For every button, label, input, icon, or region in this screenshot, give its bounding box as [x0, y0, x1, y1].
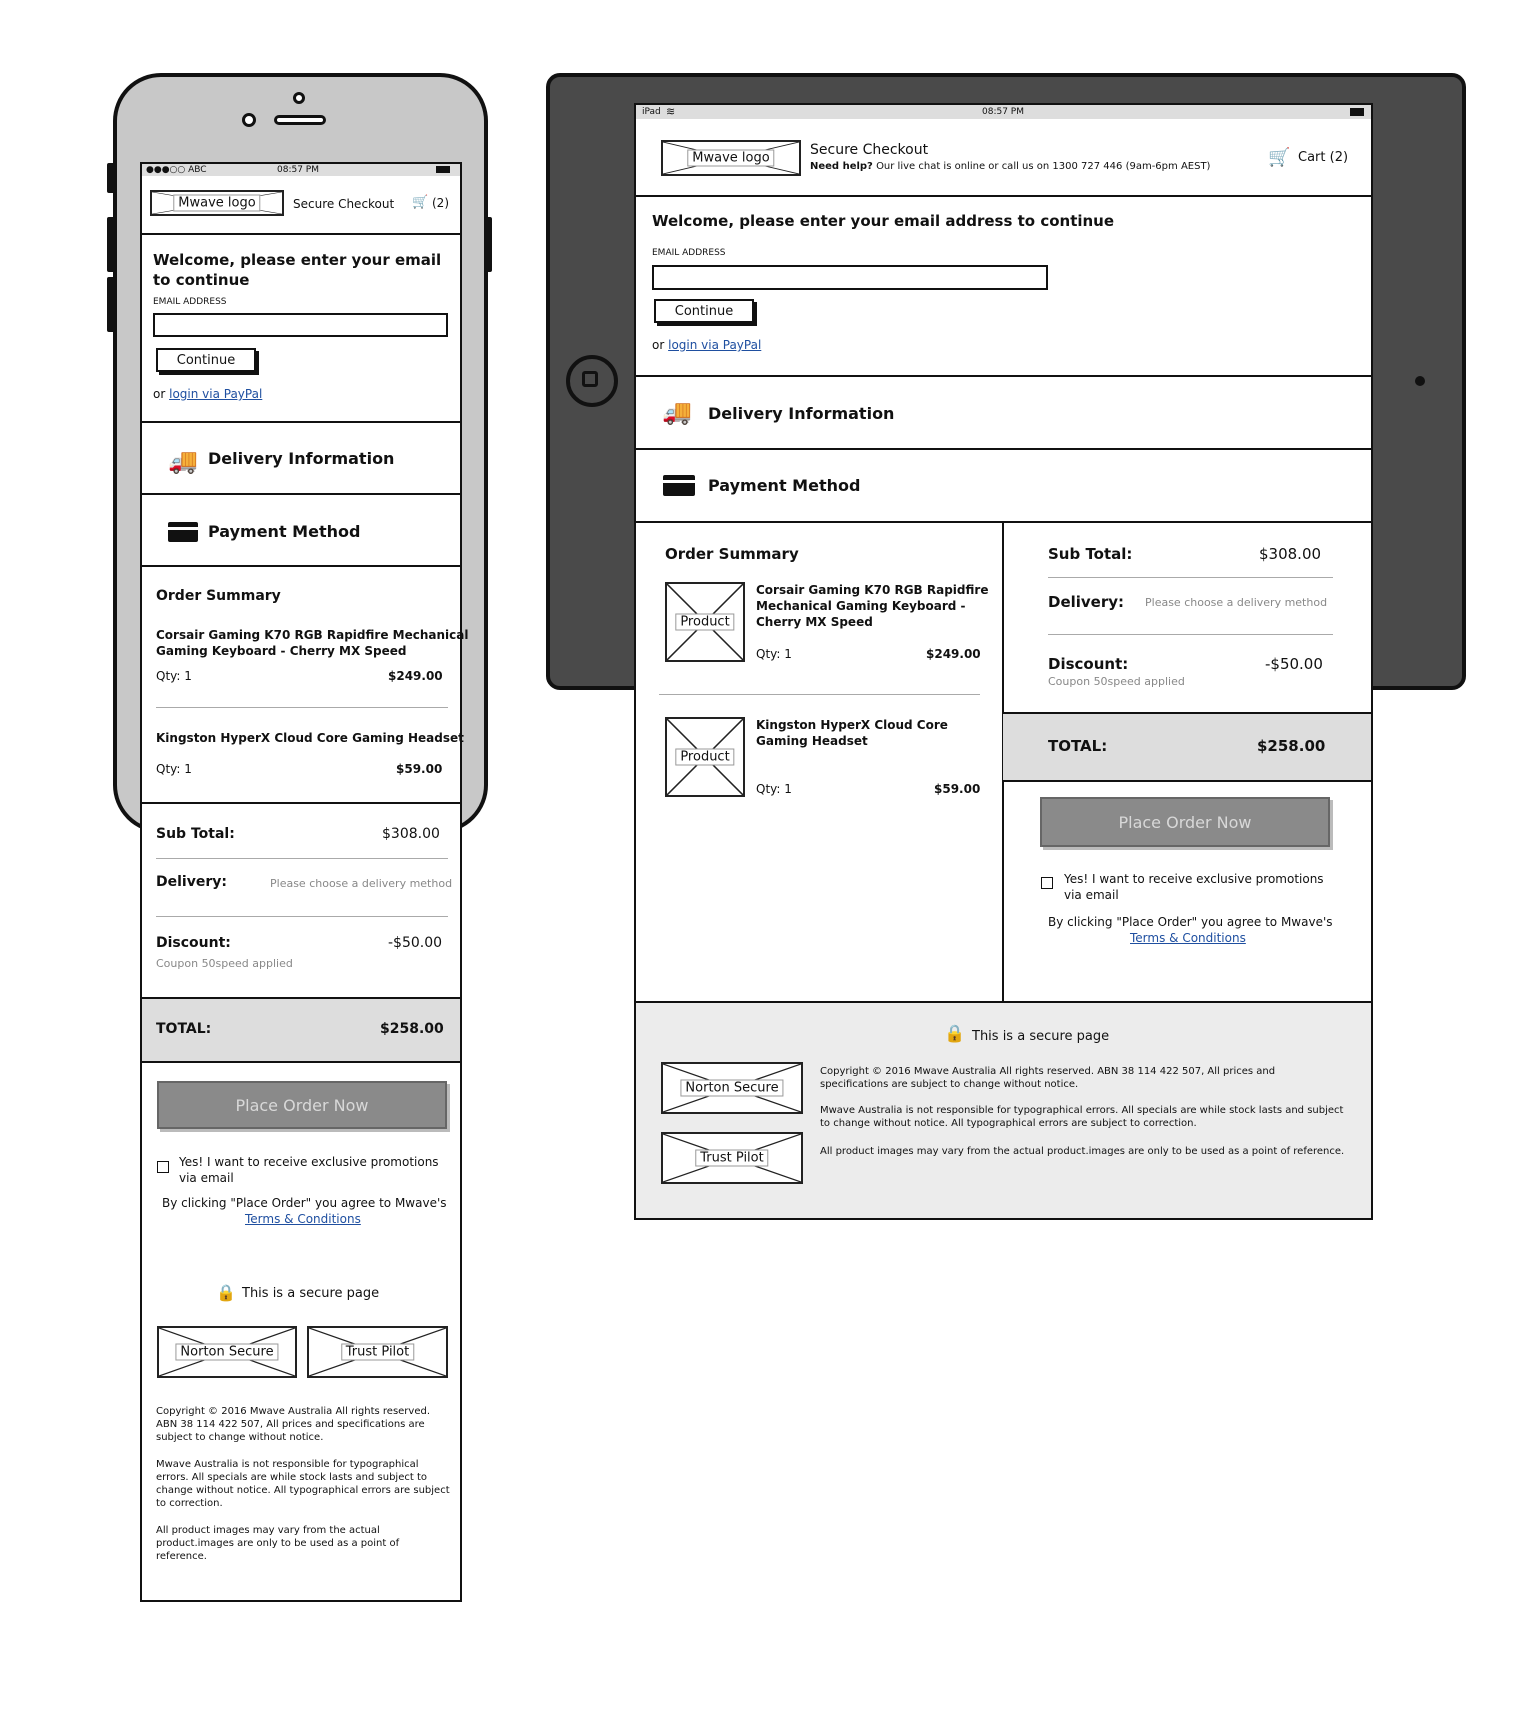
carrier-text: ●●●○○ ABC	[146, 165, 207, 175]
phone-sensor-icon	[242, 113, 256, 127]
product-price: $59.00	[934, 782, 981, 796]
total-value: $258.00	[1257, 737, 1326, 755]
trust-pilot-label: Trust Pilot	[695, 1150, 768, 1167]
divider	[636, 448, 1371, 450]
terms-link[interactable]: Terms & Conditions	[245, 1212, 361, 1226]
delivery-section-title[interactable]: Delivery Information	[708, 404, 895, 423]
divider	[659, 694, 980, 695]
phone-side-button	[484, 217, 492, 272]
device-label: iPad	[642, 107, 661, 117]
divider	[636, 375, 1371, 377]
paypal-line: or login via PayPal	[652, 338, 762, 352]
credit-card-icon	[663, 475, 695, 496]
divider	[1048, 634, 1333, 635]
total-label: TOTAL:	[1048, 737, 1108, 755]
wifi-icon: ≋	[666, 105, 676, 118]
promotions-label: Yes! I want to receive exclusive promotions via email	[1064, 872, 1324, 902]
email-label: EMAIL ADDRESS	[652, 248, 726, 258]
payment-section-title[interactable]: Payment Method	[208, 522, 361, 541]
truck-icon: 🚚	[662, 398, 692, 426]
norton-label: Norton Secure	[680, 1080, 783, 1097]
divider	[1048, 577, 1333, 578]
continue-button[interactable]: Continue	[654, 299, 754, 323]
cart-link[interactable]: Cart (2)	[1298, 150, 1349, 165]
divider	[636, 195, 1371, 197]
product-name: Kingston HyperX Cloud Core Gaming Headset	[156, 731, 464, 745]
product-name: Corsair Gaming K70 RGB Rapidfire Mechanical Gaming Keyboard - Cherry MX Speed	[156, 628, 469, 658]
status-time: 08:57 PM	[982, 107, 1024, 117]
page-title: Secure Checkout	[810, 142, 929, 158]
phone-status-bar	[142, 164, 460, 176]
trust-pilot-badge[interactable]	[307, 1326, 448, 1378]
product-qty: Qty: 1	[156, 762, 192, 776]
promotions-checkbox[interactable]	[1041, 877, 1053, 889]
cart-icon[interactable]: 🛒	[1268, 147, 1291, 168]
email-field[interactable]	[652, 265, 1048, 290]
truck-icon: 🚚	[168, 447, 198, 475]
battery-icon	[1350, 108, 1364, 116]
page-title: Secure Checkout	[293, 197, 395, 211]
divider	[156, 858, 448, 859]
phone-side-button	[107, 217, 115, 272]
delivery-value: Please choose a delivery method	[270, 877, 453, 890]
discount-value: -$50.00	[388, 935, 443, 951]
secure-page-text: This is a secure page	[972, 1029, 1110, 1044]
product-name: Kingston HyperX Cloud Core Gaming Headset	[756, 718, 948, 748]
email-field[interactable]	[153, 313, 448, 337]
payment-section-title[interactable]: Payment Method	[708, 476, 861, 495]
logo-label: Mwave logo	[173, 195, 260, 212]
divider	[142, 493, 460, 495]
help-text: Need help? Our live chat is online or call us on 1300 727 446 (9am-6pm AEST)	[810, 161, 1211, 172]
logo-label: Mwave logo	[687, 150, 774, 167]
product-image-label: Product	[675, 749, 734, 766]
phone-side-button	[107, 277, 115, 332]
promotions-checkbox[interactable]	[157, 1161, 169, 1173]
norton-label: Norton Secure	[175, 1344, 278, 1361]
product-qty: Qty: 1	[156, 669, 192, 683]
product-price: $249.00	[388, 669, 443, 683]
promotions-label: Yes! I want to receive exclusive promotions via email	[179, 1155, 439, 1185]
cart-count[interactable]: (2)	[432, 196, 449, 210]
product-image-placeholder	[665, 582, 745, 662]
welcome-heading: Welcome, please enter your email to continue	[153, 251, 442, 289]
email-label: EMAIL ADDRESS	[153, 297, 227, 307]
divider	[156, 707, 448, 708]
discount-label: Discount:	[156, 935, 231, 951]
agree-text: By clicking "Place Order" you agree to Mwave's	[162, 1196, 447, 1210]
subtotal-value: $308.00	[382, 826, 440, 842]
coupon-note: Coupon 50speed applied	[1048, 675, 1185, 688]
subtotal-label: Sub Total:	[156, 826, 235, 842]
divider	[142, 565, 460, 567]
product-price: $249.00	[926, 647, 981, 661]
divider	[156, 916, 448, 917]
total-label: TOTAL:	[156, 1021, 212, 1037]
phone-speaker	[274, 115, 326, 125]
norton-secure-badge[interactable]	[157, 1326, 297, 1378]
divider	[142, 421, 460, 423]
place-order-button[interactable]: Place Order Now	[1040, 797, 1330, 847]
product-price: $59.00	[396, 762, 443, 776]
continue-button[interactable]: Continue	[156, 348, 256, 372]
images-note: All product images may vary from the actual product.images are only to be used as a point of reference.	[156, 1525, 400, 1562]
delivery-label: Delivery:	[156, 874, 227, 890]
copyright-text: Copyright © 2016 Mwave Australia All rights reserved. ABN 38 114 422 507, All prices and specifications are subject to change without notice.	[156, 1406, 431, 1443]
norton-secure-badge[interactable]	[661, 1062, 803, 1114]
tablet-camera-icon	[1415, 376, 1425, 386]
images-note: All product images may vary from the actual product.images are only to be used as a point of reference.	[820, 1146, 1345, 1157]
subtotal-value: $308.00	[1259, 545, 1322, 563]
coupon-note: Coupon 50speed applied	[156, 957, 293, 970]
delivery-label: Delivery:	[1048, 593, 1125, 611]
product-image-placeholder	[665, 717, 745, 797]
cart-icon[interactable]: 🛒	[412, 195, 429, 210]
product-image-label: Product	[675, 614, 734, 631]
secure-page-text: This is a secure page	[242, 1286, 380, 1301]
product-qty: Qty: 1	[756, 782, 792, 796]
agree-text: By clicking "Place Order" you agree to Mwave's	[1048, 915, 1333, 929]
copyright-text: Copyright © 2016 Mwave Australia All rights reserved. ABN 38 114 422 507, All prices and specifications are subject to change without notice.	[820, 1066, 1276, 1090]
discount-value: -$50.00	[1265, 655, 1323, 673]
disclaimer-text: Mwave Australia is not responsible for typographical errors. All specials are while stock lasts and subject to change without notice. All typographical errors are subject to correction.	[156, 1459, 450, 1509]
logo-placeholder[interactable]	[150, 190, 284, 216]
credit-card-icon	[168, 522, 198, 542]
phone-side-button	[107, 163, 115, 193]
trust-pilot-label: Trust Pilot	[341, 1344, 414, 1361]
paypal-link[interactable]: login via PayPal	[169, 387, 263, 401]
disclaimer-text: Mwave Australia is not responsible for typographical errors. All specials are while stock lasts and subject to change without notice. All typographical errors are subject to correction.	[820, 1105, 1344, 1129]
terms-link[interactable]: Terms & Conditions	[1130, 931, 1246, 945]
total-value: $258.00	[380, 1021, 444, 1037]
tablet-home-button[interactable]	[566, 355, 618, 407]
discount-label: Discount:	[1048, 655, 1129, 673]
order-summary-title: Order Summary	[665, 545, 799, 563]
divider	[142, 233, 460, 235]
place-order-button[interactable]: Place Order Now	[157, 1081, 447, 1129]
order-summary-title: Order Summary	[156, 588, 281, 604]
product-name: Corsair Gaming K70 RGB Rapidfire Mechanical Gaming Keyboard - Cherry MX Speed	[756, 583, 989, 629]
paypal-link[interactable]: login via PayPal	[668, 338, 762, 352]
logo-placeholder[interactable]	[661, 140, 801, 176]
divider	[142, 802, 460, 804]
trust-pilot-badge[interactable]	[661, 1132, 803, 1184]
battery-icon	[436, 166, 450, 173]
status-time: 08:57 PM	[277, 165, 319, 175]
welcome-heading: Welcome, please enter your email address to continue	[652, 212, 1115, 230]
delivery-section-title[interactable]: Delivery Information	[208, 449, 395, 468]
delivery-value: Please choose a delivery method	[1145, 596, 1328, 609]
phone-camera-icon	[293, 92, 305, 104]
paypal-line: or login via PayPal	[153, 387, 263, 401]
tablet-status-bar	[636, 105, 1371, 119]
product-qty: Qty: 1	[756, 647, 792, 661]
lock-icon: 🔒	[216, 1283, 236, 1302]
subtotal-label: Sub Total:	[1048, 545, 1133, 563]
lock-icon: 🔒	[944, 1024, 966, 1044]
